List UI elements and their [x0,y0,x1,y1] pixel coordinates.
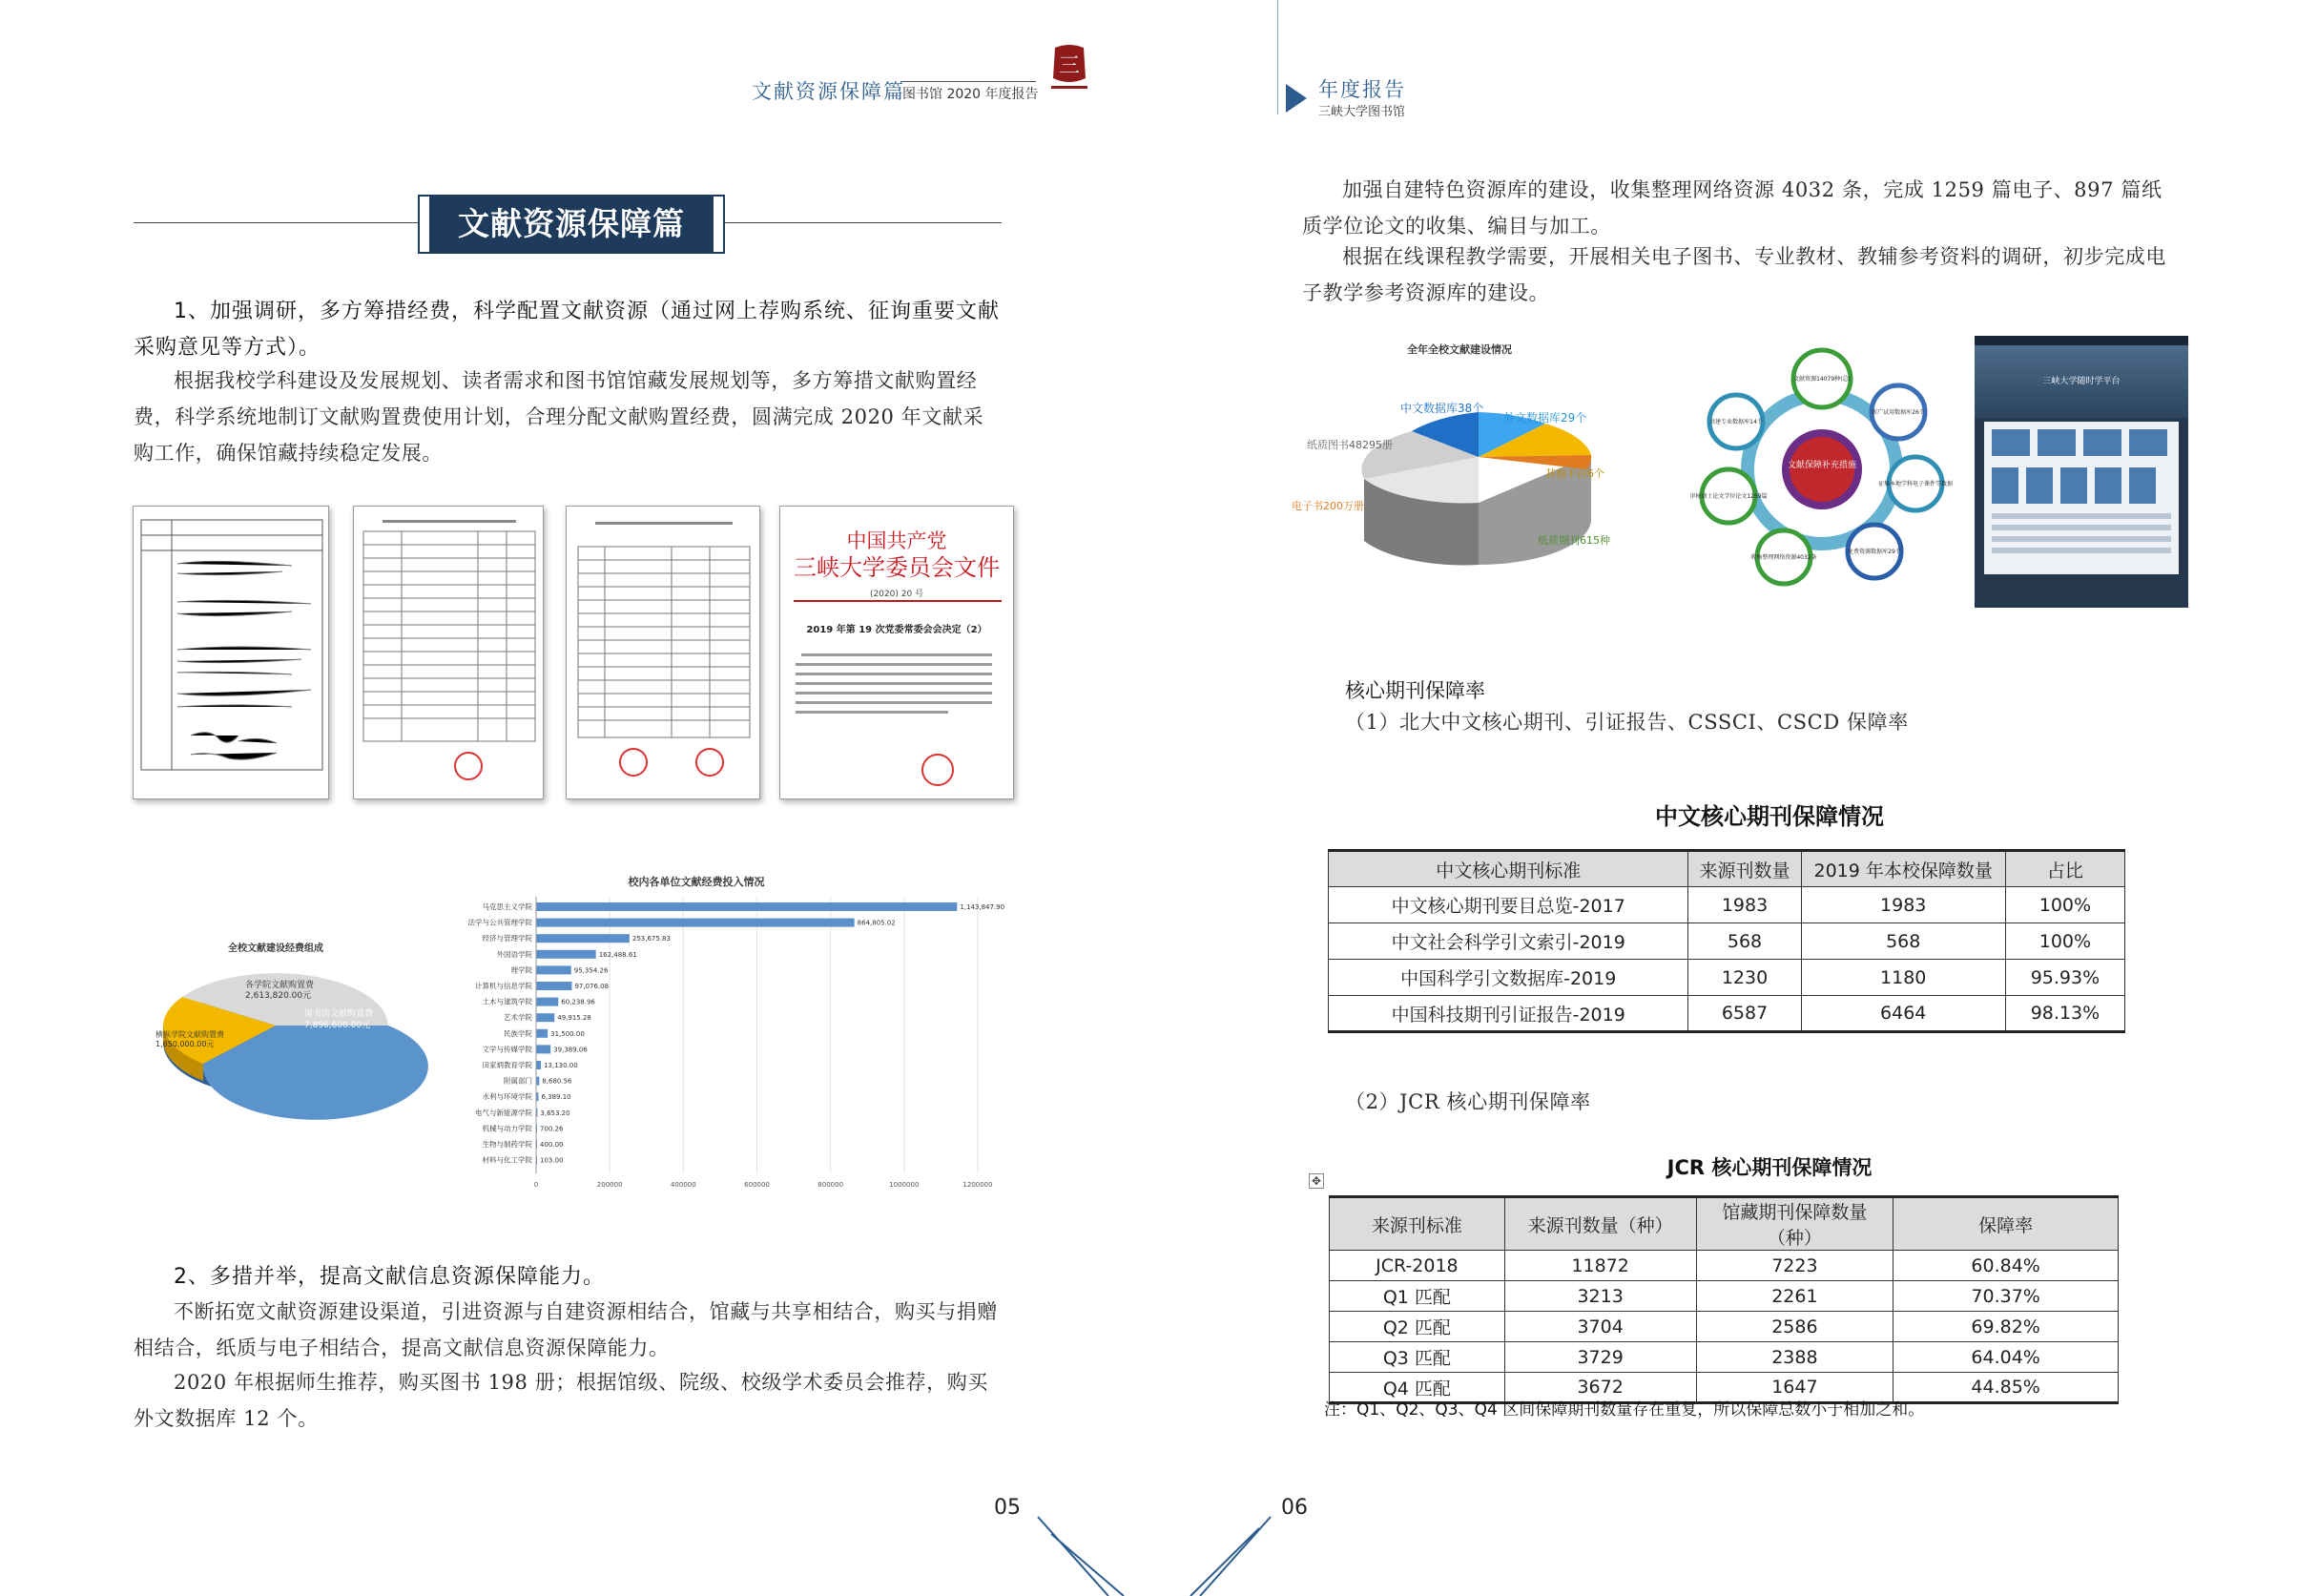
bar-value-label: 60,238.96 [561,998,595,1006]
supplementary-measures-diagram [1679,336,1965,603]
bar [536,1029,548,1038]
svg-text:2,613,820.00元: 2,613,820.00元 [245,991,312,1001]
table-row: 中国科技期刊引证报告-2019 6587 6464 98.13% [1329,996,2125,1032]
document-thumbnail-2 [353,506,544,799]
table2-title: JCR 核心期刊保障情况 [1666,1156,1873,1179]
document-thumbnail-4 [779,506,1014,799]
t1-head-2: 2019 年本校保障数量 [1801,851,2005,887]
svg-text:各学院文献购置费: 各学院文献购置费 [245,981,315,990]
table-move-handle-icon[interactable]: ✥ [1309,1173,1324,1189]
diagram-center-label: 文献保障补充措施 [1787,461,1857,470]
bar-category-label: 马克思主义学院 [482,902,532,911]
bar-category-label: 田家炳教育学院 [482,1061,532,1069]
bar [536,1077,539,1086]
bar-category-label: 电气与新能源学院 [475,1108,532,1117]
bar-category-label: 土木与建筑学院 [482,997,532,1006]
page-divider [1277,0,1278,114]
t1-head-1: 来源刊数量 [1688,851,1801,887]
bar [536,950,596,959]
bar-value-label: 6,389.10 [541,1093,571,1102]
x-tick-label: 400000 [670,1181,696,1190]
core-journal-heading: 核心期刊保障率 [1345,679,1485,702]
svg-text:横纵学院文献购置费: 横纵学院文献购置费 [155,1030,224,1039]
document-thumbnail-3 [566,506,760,799]
learning-platform-screenshot [1975,336,2188,608]
play-triangle-icon [1286,84,1307,113]
core-journal-subheading: （1）北大中文核心期刊、引证报告、CSSCI、CSCD 保障率 [1345,711,1909,734]
bar [536,1013,554,1022]
library-seal-logo [1047,44,1091,93]
svg-text:共建专业数据库14个: 共建专业数据库14个 [1709,419,1763,425]
svg-text:新广试用数据库26个: 新广试用数据库26个 [1872,409,1925,416]
table-row: 中文核心期刊要目总览-2017 1983 1983 100% [1329,887,2125,923]
bar-category-label: 文学与传媒学院 [482,1045,532,1054]
section2-heading: 2、多措并举，提高文献信息资源保障能力。 [174,1265,605,1289]
svg-text:7,896,600.00元: 7,896,600.00元 [304,1021,371,1030]
table-note: 注：Q1、Q2、Q3、Q4 区间保障期刊数量存在重复，所以保障总数小于相加之和。 [1324,1400,1925,1420]
bar-category-label: 理学院 [510,965,532,975]
doc-title-committee: 三峡大学委员会文件 [794,554,1000,581]
doc-ref-number: (2020) 20 号 [869,590,924,599]
bar [536,919,855,927]
header-left-rule [900,81,1036,82]
x-tick-label: 200000 [596,1181,623,1190]
bar-value-label: 162,488.61 [598,950,637,959]
table-row: Q1 匹配 3213 2261 70.37% [1330,1281,2119,1312]
svg-text:中文数据库38个: 中文数据库38个 [1400,402,1484,415]
bar-category-label: 计算机与信息学院 [475,982,532,990]
svg-text:征集本地学科电子课件等数据: 征集本地学科电子课件等数据 [1877,481,1954,487]
bar-value-label: 864,805.02 [857,919,896,927]
bar-category-label: 材料与化工学院 [482,1155,532,1165]
bar-category-label: 机械与动力学院 [482,1124,532,1133]
bar-value-label: 400.00 [540,1141,564,1149]
svg-text:免费资源数据库29个: 免费资源数据库29个 [1848,549,1901,555]
funding-pie-title: 全校文献建设经费组成 [228,943,323,954]
section1-heading: 1、加强调研，多方筹措经费，科学配置文献资源（通过网上荐购系统、征询重要文献采购意见等方式）。 [134,300,1000,360]
doc-title-party: 中国共产党 [846,529,947,552]
t1-head-0: 中文核心期刊标准 [1329,851,1688,887]
bar-value-label: 1,143,847.90 [960,903,1005,911]
svg-text:外文数据库29个: 外文数据库29个 [1503,411,1587,425]
section-banner-title: 文献资源保障篇 [458,205,685,242]
bar-category-label: 民族学院 [504,1028,532,1038]
table-row: Q4 匹配 3672 1647 44.85% [1330,1373,2119,1403]
bar-category-label: 水利与环境学院 [482,1092,532,1102]
doc-subtitle: 2019 年第 19 次党委常委会会决定（2） [806,625,987,635]
bar-category-label: 附属部门 [504,1076,532,1086]
bar [536,902,957,911]
x-tick-label: 1200000 [962,1181,993,1190]
t2-head-2: 馆藏期刊保障数量（种） [1696,1197,1893,1251]
bar-value-label: 253,675.83 [631,935,671,943]
bar-category-label: 艺术学院 [504,1013,532,1023]
t2-head-1: 来源刊数量（种） [1504,1197,1696,1251]
page-number-left: 05 [994,1496,1021,1520]
svg-text:文献资源14079种(总): 文献资源14079种(总) [1793,376,1851,383]
bar-value-label: 3,653.20 [540,1109,570,1117]
svg-text:收集整理网络资源4032条: 收集整理网络资源4032条 [1750,554,1817,561]
svg-text:纸质图书48295册: 纸质图书48295册 [1307,439,1393,451]
section-banner [420,197,723,252]
bar-value-label: 39,389.06 [553,1046,588,1054]
page-number-right: 06 [1281,1496,1308,1520]
header-left-sub: 图书馆 2020 年度报告 [902,87,1039,102]
table-row: JCR-2018 11872 7223 60.84% [1330,1251,2119,1281]
bar [536,965,571,974]
jcr-journal-table [1329,1195,2119,1404]
bar [536,982,571,990]
jcr-subheading: （2）JCR 核心期刊保障率 [1345,1090,1591,1113]
college-funding-bar-chart [429,868,1005,1192]
bar-category-label: 经济与管理学院 [482,934,532,943]
right-paragraph-1: 加强自建特色资源库的建设，收集整理网络资源 4032 条，完成 1259 篇电子、897 篇纸质学位论文的收集、编目与加工。 [1302,178,2162,238]
footer-decoration [1030,1517,1278,1596]
bar [536,1061,541,1069]
bar-value-label: 31,500.00 [550,1029,585,1038]
chinese-core-journal-table [1328,849,2125,1033]
header-right-title: 年度报告 [1318,78,1406,101]
section2-body-1: 不断拓宽文献资源建设渠道，引进资源与自建资源相结合，馆藏与共享相结合，购买与捐赠相结合，纸质与电子相结合，提高文献信息资源保障能力。 [134,1300,998,1359]
header-right-sub: 三峡大学图书馆 [1318,105,1406,119]
bar-value-label: 13,130.00 [544,1062,578,1069]
collection-pie-title: 全年全校文献建设情况 [1407,343,1512,356]
svg-text:纸质期刊615种: 纸质期刊615种 [1538,534,1610,547]
svg-text:审核硕士论文学位论文1259篇: 审核硕士论文学位论文1259篇 [1689,493,1768,500]
collection-pie-chart [1288,336,1631,582]
svg-text:电子书200万册: 电子书200万册 [1292,500,1364,512]
bar [536,998,558,1006]
x-tick-label: 600000 [744,1181,770,1190]
t1-head-3: 占比 [2005,851,2124,887]
t2-head-0: 来源刊标准 [1330,1197,1505,1251]
table1-title: 中文核心期刊保障情况 [1655,803,1884,830]
table-row: Q2 匹配 3704 2586 69.82% [1330,1312,2119,1342]
bar-value-label: 8,680.56 [542,1077,572,1086]
section1-body: 根据我校学科建设及发展规划、读者需求和图书馆馆藏发展规划等，多方筹措文献购置经费，科学系统地制订文献购置费使用计划，合理分配文献购置经费，圆满完成 2020 年文献采购工作，确保馆藏持续稳定发展。 [134,369,984,465]
table-row: 中国科学引文数据库-2019 1230 1180 95.93% [1329,960,2125,996]
funding-pie-chart [133,921,409,1111]
section2-body-2: 2020 年根据师生推荐，购买图书 198 册；根据馆级、院级、校级学术委员会推荐，购买外文数据库 12 个。 [134,1371,988,1430]
header-left-section: 文献资源保障篇 [752,80,905,103]
bar [536,934,630,943]
table-row: 中文社会科学引文索引-2019 568 568 100% [1329,923,2125,960]
bar [536,1045,550,1053]
bar-category-label: 法学与公共管理学院 [467,918,532,927]
bar-value-label: 103.00 [540,1156,564,1165]
bar-value-label: 700.26 [540,1125,564,1133]
t2-head-3: 保障率 [1893,1197,2119,1251]
bar-value-label: 49,915.28 [557,1014,591,1023]
platform-title: 三峡大学随时学平台 [2042,377,2121,386]
x-tick-label: 800000 [817,1181,844,1190]
svg-text:其他平台6个: 其他平台6个 [1545,467,1604,480]
svg-text:1,650,000.00元: 1,650,000.00元 [155,1040,215,1048]
bar-value-label: 95,354.26 [573,966,609,975]
table-row: Q3 匹配 3729 2388 64.04% [1330,1342,2119,1373]
right-paragraph-2: 根据在线课程教学需要，开展相关电子图书、专业教材、教辅参考资料的调研，初步完成电子教学参考资源库的建设。 [1302,245,2166,304]
bar-category-label: 外国语学院 [496,949,532,959]
svg-text:三: 三 [1058,54,1081,78]
x-tick-label: 1000000 [889,1181,920,1190]
bar-category-label: 生物与制药学院 [482,1140,532,1149]
svg-text:图书馆文献购置费: 图书馆文献购置费 [304,1009,374,1019]
x-tick-label: 0 [533,1181,539,1190]
bar-chart-title: 校内各单位文献经费投入情况 [628,876,765,888]
bar-value-label: 97,076.08 [574,983,610,990]
document-thumbnail-1 [133,506,329,799]
